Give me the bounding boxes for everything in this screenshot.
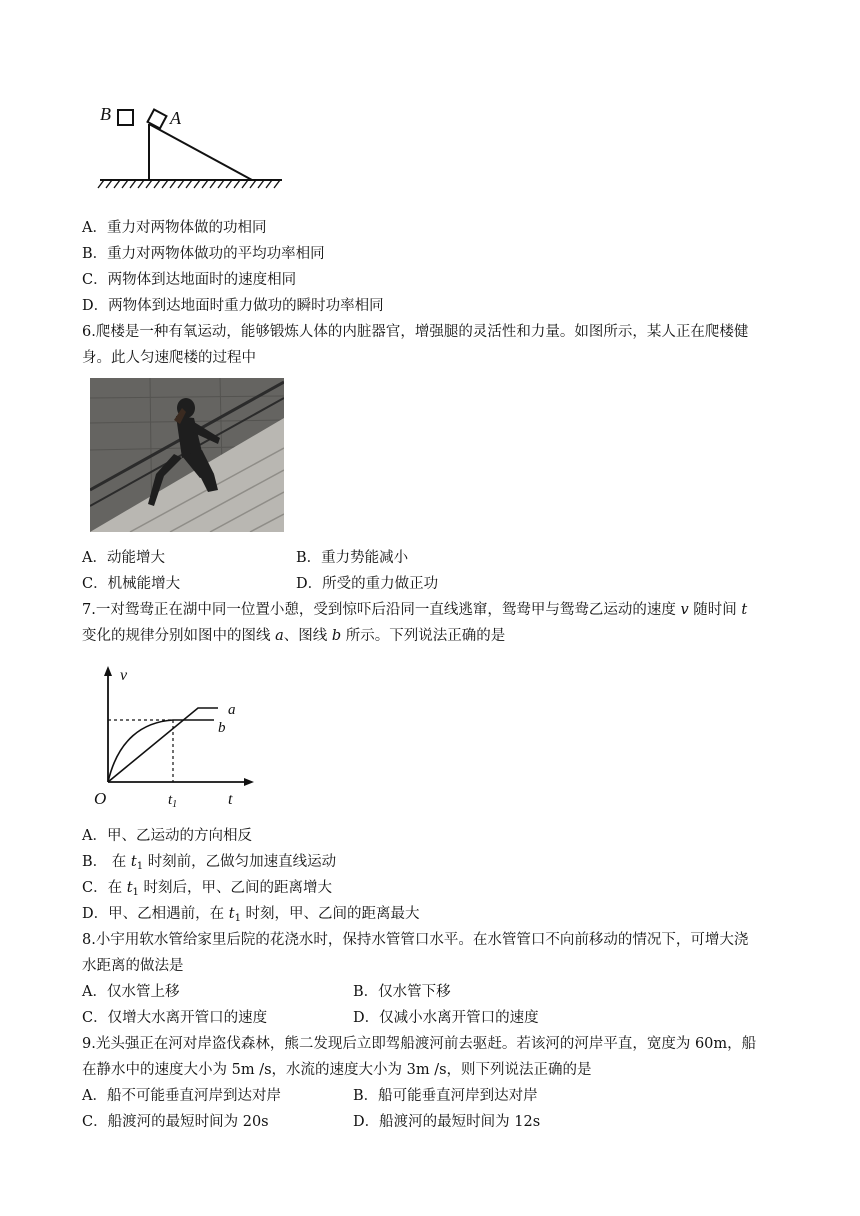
incline-figure xyxy=(92,98,292,190)
q6-option-b: B．重力势能减小 xyxy=(296,550,409,566)
velocity-time-graph xyxy=(88,664,258,812)
ground-hatching xyxy=(98,180,280,188)
line-b xyxy=(108,720,214,782)
block-b xyxy=(118,110,133,125)
q5-option-d: D．两物体到达地面时重力做功的瞬时功率相同 xyxy=(82,298,384,314)
q9-option-d: D．船渡河的最短时间为 12s xyxy=(353,1114,541,1130)
q6-option-a: A．动能增大 xyxy=(82,550,165,566)
q8-stem-line1: 8.小宇用软水管给家里后院的花浇水时，保持水管管口水平。在水管管口不向前移动的情况下，可增大浇 xyxy=(82,932,749,948)
curve-a-label: a xyxy=(228,702,236,718)
origin-label: O xyxy=(94,789,107,808)
y-axis-label: v xyxy=(120,667,128,684)
q7-option-d: D．甲、乙相遇前，在 $t_1$ 时刻，甲、乙间的距离最大 xyxy=(82,906,420,924)
q6-option-c: C．机械能增大 xyxy=(82,576,181,592)
q8-option-c: C．仅增大水离开管口的速度 xyxy=(82,1010,268,1026)
label-a: A xyxy=(170,108,181,128)
q6-option-d: D．所受的重力做正功 xyxy=(296,576,439,592)
q5-option-a: A．重力对两物体做的功相同 xyxy=(82,220,267,236)
stair-climbing-photo xyxy=(90,378,284,532)
q5-option-b: B．重力对两物体做功的平均功率相同 xyxy=(82,246,325,262)
q7-stem-line1: 7.一对鸳鸯正在湖中同一位置小憩，受到惊吓后沿同一直线逃窜，鸳鸯甲与鸳鸯乙运动的速度 v 随时间 t xyxy=(82,602,748,618)
q5-option-c: C．两物体到达地面时的速度相同 xyxy=(82,272,297,288)
q7-option-b: B． 在 $t_1$ 时刻前，乙做匀加速直线运动 xyxy=(82,854,337,872)
q7-stem-line2: 变化的规律分别如图中的图线 a、图线 b 所示。下列说法正确的是 xyxy=(82,628,506,644)
q8-option-a: A．仅水管上移 xyxy=(82,984,180,1000)
q8-option-d: D．仅减小水离开管口的速度 xyxy=(353,1010,539,1026)
q7-option-c: C．在 $t_1$ 时刻后，甲、乙间的距离增大 xyxy=(82,880,333,898)
q9-option-b: B．船可能垂直河岸到达对岸 xyxy=(353,1088,538,1104)
x-axis-arrow xyxy=(244,778,254,786)
y-axis-arrow xyxy=(104,666,112,676)
q8-stem-line2: 水距离的做法是 xyxy=(82,958,184,974)
incline-surface xyxy=(149,124,252,180)
q6-stem-line1: 6.爬楼是一种有氧运动，能够锻炼人体的内脏器官，增强腿的灵活性和力量。如图所示，某人正在爬楼健 xyxy=(82,324,749,340)
q9-stem-line2: 在静水中的速度大小为 5m /s，水流的速度大小为 3m /s，则下列说法正确的是 xyxy=(82,1062,592,1078)
q9-option-a: A．船不可能垂直河岸到达对岸 xyxy=(82,1088,281,1104)
q9-stem-line1: 9.光头强正在河对岸盗伐森林，熊二发现后立即驾船渡河前去驱赶。若该河的河岸平直，宽度为 60m，船 xyxy=(82,1036,757,1052)
q7-option-a: A．甲、乙运动的方向相反 xyxy=(82,828,252,844)
q8-option-b: B．仅水管下移 xyxy=(353,984,451,1000)
x-axis-label: t xyxy=(228,791,233,808)
q9-option-c: C．船渡河的最短时间为 20s xyxy=(82,1114,269,1130)
t1-label: $t_1$ xyxy=(168,792,178,810)
curve-b-label: b xyxy=(218,720,226,736)
label-b: B xyxy=(100,104,111,124)
q6-stem-line2: 身。此人匀速爬楼的过程中 xyxy=(82,350,256,366)
